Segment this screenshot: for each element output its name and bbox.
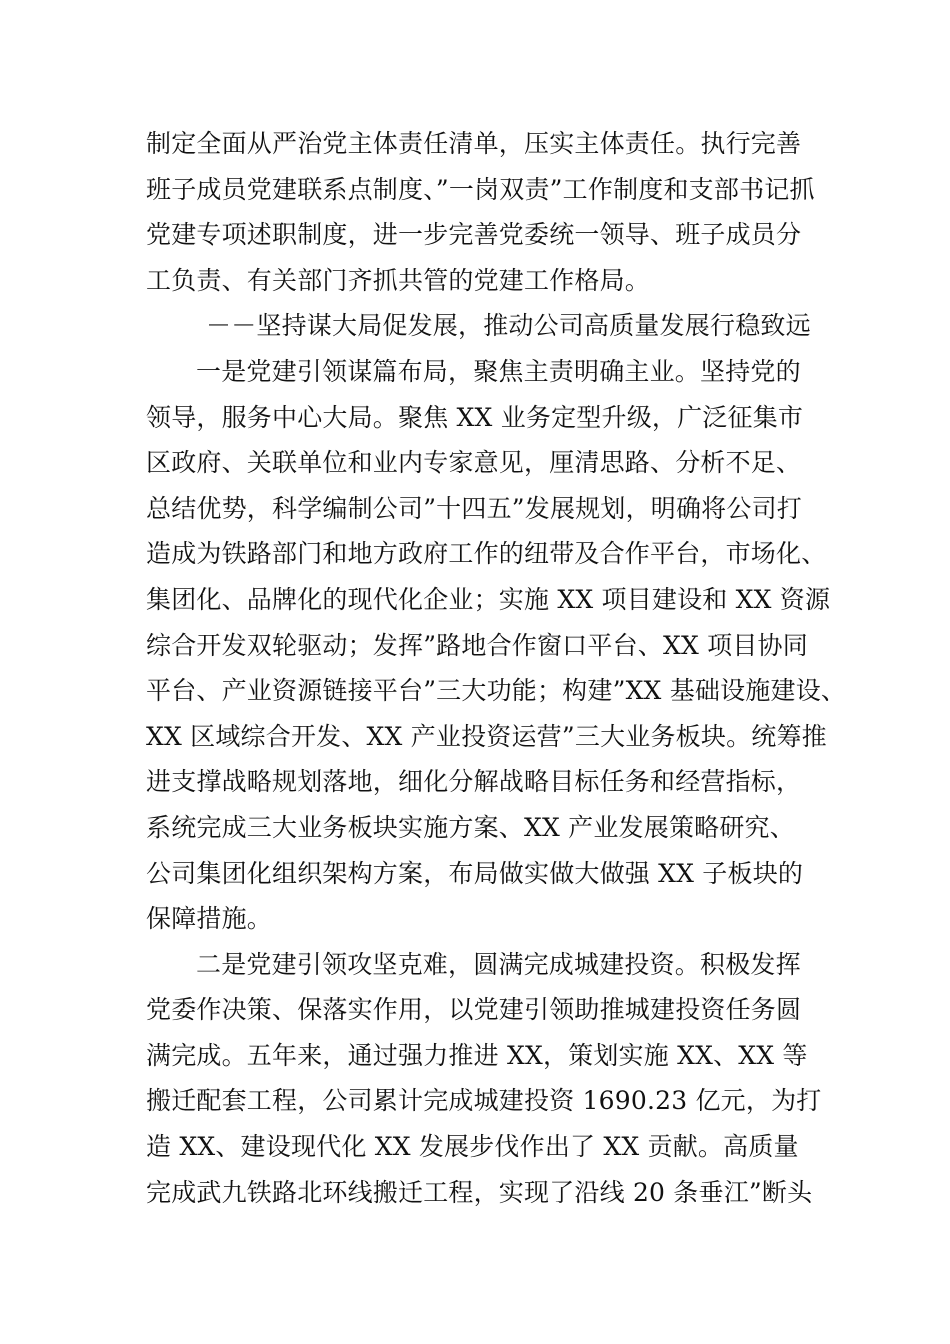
text-line: 造成为铁路部门和地方政府工作的纽带及合作平台，市场化、 xyxy=(146,539,827,569)
text-line: 完成武九铁路北环线搬迁工程，实现了沿线 20 条垂江”断头 xyxy=(146,1177,813,1207)
text-line: 搬迁配套工程，公司累计完成城建投资 1690.23 亿元，为打 xyxy=(146,1086,822,1116)
text-line: 进支撑战略规划落地，细化分解战略目标任务和经营指标， xyxy=(146,767,802,797)
text-line: 保障措施。 xyxy=(146,904,273,934)
text-line: 公司集团化组织架构方案，布局做实做大做强 XX 子板块的 xyxy=(146,858,804,888)
text-line: 领导，服务中心大局。聚焦 XX 业务定型升级，广泛征集市 xyxy=(146,402,804,432)
text-line: 平台、产业资源链接平台”三大功能；构建”XX 基础设施建设、 xyxy=(146,676,847,706)
text-line: 综合开发双轮驱动；发挥”路地合作窗口平台、XX 项目协同 xyxy=(146,630,808,660)
text-line: 造 XX、建设现代化 XX 发展步伐作出了 XX 贡献。高质量 xyxy=(146,1132,799,1162)
text-line: 区政府、关联单位和业内专家意见，厘清思路、分析不足、 xyxy=(146,448,802,478)
section-heading: －－坚持谋大局促发展，推动公司高质量发展行稳致远 xyxy=(206,311,811,341)
text-line: 总结优势，科学编制公司”十四五”发展规划，明确将公司打 xyxy=(146,493,802,523)
text-line: 系统完成三大业务板块实施方案、XX 产业发展策略研究、 xyxy=(146,812,795,842)
text-line: 制定全面从严治党主体责任清单，压实主体责任。执行完善 xyxy=(146,129,802,158)
text-line: XX 区域综合开发、XX 产业投资运营”三大业务板块。统筹推 xyxy=(146,721,827,751)
text-line: 党委作决策、保落实作用，以党建引领助推城建投资任务圆 xyxy=(146,995,802,1025)
text-line: 工负责、有关部门齐抓共管的党建工作格局。 xyxy=(146,265,651,295)
text-line: 满完成。五年来，通过强力推进 XX，策划实施 XX、XX 等 xyxy=(146,1040,808,1070)
text-line: 班子成员党建联系点制度、”一岗双责”工作制度和支部书记抓 xyxy=(146,174,815,204)
document-body xyxy=(146,121,847,1215)
text-line: 集团化、品牌化的现代化企业；实施 XX 项目建设和 XX 资源 xyxy=(146,584,831,614)
text-line: 党建专项述职制度，进一步完善党委统一领导、班子成员分 xyxy=(146,220,802,250)
paragraph-first-line: 二是党建引领攻坚克难，圆满完成城建投资。积极发挥 xyxy=(196,949,801,979)
paragraph-first-line: 一是党建引领谋篇布局，聚焦主责明确主业。坚持党的 xyxy=(196,356,801,386)
